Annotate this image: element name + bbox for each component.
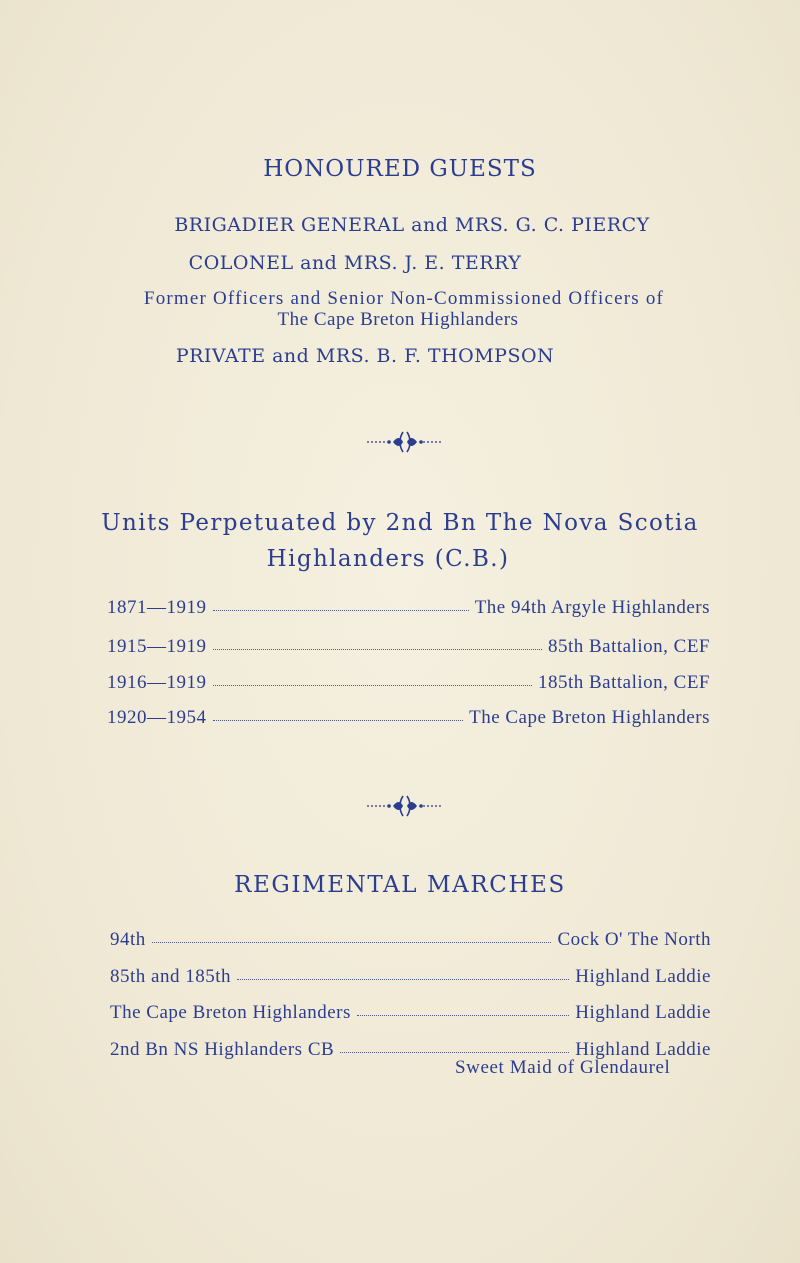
leader-dots (213, 649, 542, 650)
march-unit: 94th (110, 929, 146, 950)
march-unit: 2nd Bn NS Highlanders CB (110, 1039, 335, 1060)
march-row (110, 966, 711, 988)
leader-dots (237, 979, 569, 980)
guest-line-thompson: PRIVATE and MRS. B. F. THOMPSON (175, 345, 555, 367)
unit-name: 185th Battalion, CEF (537, 672, 710, 693)
unit-row (107, 597, 710, 619)
guest-line-piercy: BRIGADIER GENERAL and MRS. G. C. PIERCY (174, 214, 650, 236)
march-unit: 85th and 185th (110, 966, 231, 987)
guest-line-officers: Former Officers and Senior Non-Commissioned Officers of (143, 288, 665, 309)
march-unit: The Cape Breton Highlanders (110, 1002, 351, 1023)
leader-dots (213, 685, 532, 686)
units-heading-line2: Highlanders (C.B.) (266, 546, 510, 572)
guest-line-terry: COLONEL and MRS. J. E. TERRY (188, 252, 522, 274)
unit-years: 1915—1919 (107, 636, 207, 657)
leader-dots (213, 610, 469, 611)
leader-dots (357, 1015, 569, 1016)
unit-row (107, 636, 710, 658)
honoured-guests-heading: HONOURED GUESTS (263, 156, 537, 182)
march-name: Highland Laddie (575, 1002, 711, 1023)
unit-row (107, 672, 710, 694)
unit-years: 1916—1919 (107, 672, 207, 693)
march-name: Highland Laddie (575, 1039, 711, 1060)
march-name: Highland Laddie (575, 966, 711, 987)
unit-years: 1871—1919 (107, 597, 207, 618)
march-row (110, 1002, 711, 1024)
units-heading-line1: Units Perpetuated by 2nd Bn The Nova Scotia (101, 510, 699, 536)
ornament-1 (365, 428, 445, 456)
march-row (110, 929, 711, 951)
leader-dots (213, 720, 464, 721)
guest-line-cbh: The Cape Breton Highlanders (277, 309, 519, 330)
unit-name: 85th Battalion, CEF (547, 636, 710, 657)
march-extra: Sweet Maid of Glendaurel (455, 1057, 671, 1078)
ornament-2 (365, 792, 445, 820)
leader-dots (340, 1052, 569, 1053)
march-name: Cock O' The North (557, 929, 711, 950)
marches-heading: REGIMENTAL MARCHES (234, 872, 566, 898)
unit-row (107, 707, 710, 729)
unit-name: The Cape Breton Highlanders (469, 707, 710, 728)
leader-dots (152, 942, 552, 943)
unit-name: The 94th Argyle Highlanders (474, 597, 710, 618)
unit-years: 1920—1954 (107, 707, 207, 728)
